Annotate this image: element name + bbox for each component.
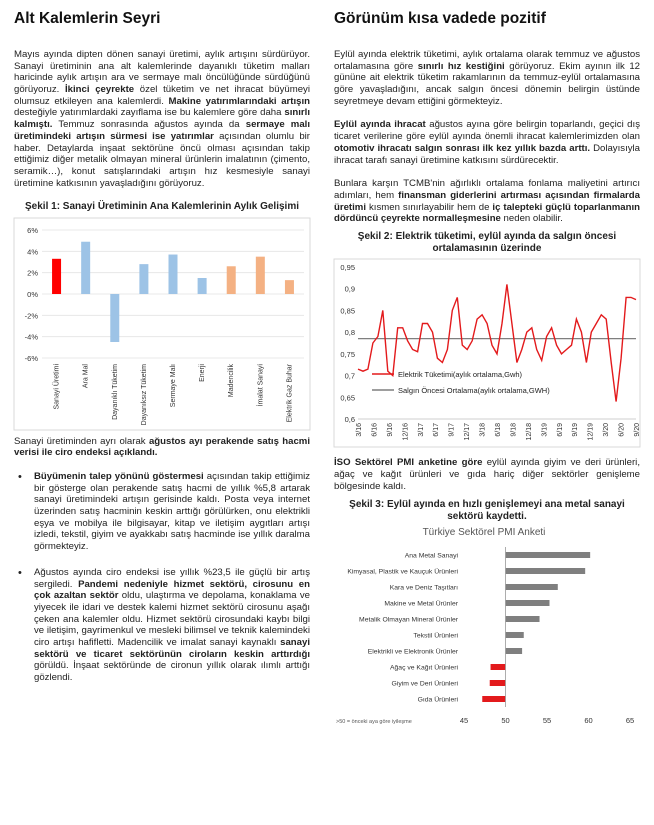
x-tick-label: 3/17: [417, 423, 425, 438]
y-tick-label: -6%: [24, 353, 38, 363]
text-run: Dolayısıyla ihracat tarafı sanayi üretimine katkısını sürdürecektir.: [334, 142, 640, 166]
x-tick-label: 9/18: [510, 423, 518, 438]
category-label: Sermaye Malı: [170, 363, 177, 407]
category-label: Tekstil Ürünleri: [413, 632, 458, 640]
figure-2-caption: Şekil 2: Elektrik tüketimi, eylül ayında da salgın öncesi ortalamasının üzerinde: [357, 231, 617, 255]
text-run: finansman giderlerini artırması açısından firmalarda üretimi: [334, 189, 640, 213]
x-tick-label: 60: [584, 715, 593, 725]
chart-note: >50 = önceki aya göre iyileşme: [336, 718, 412, 725]
legend-label: Salgın Öncesi Ortalama(aylık ortalama,GWH): [398, 386, 550, 396]
category-label: Gıda Ürünleri: [417, 696, 458, 704]
y-tick-label: 0%: [27, 289, 38, 299]
category-label: Elektrikli ve Elektronik Ürünler: [367, 648, 458, 656]
category-label: Dayanıklı Tüketim: [111, 363, 119, 420]
bar: [506, 632, 524, 638]
bullet-item-1: [14, 471, 310, 553]
x-tick-label: 12/17: [464, 423, 472, 441]
category-label: Metalik Olmayan Mineral Ürünler: [359, 616, 458, 624]
text-run: desteğiyle yatırımlardaki zayıflama ise bu kalemlere göre daha: [14, 107, 285, 119]
bar: [198, 278, 207, 294]
bar: [482, 696, 505, 702]
figure-3-chart: [334, 523, 640, 733]
x-tick-label: 9/20: [634, 423, 641, 438]
right-title: Görünüm kısa vadede pozitif: [334, 10, 546, 27]
x-tick-label: 50: [501, 715, 510, 725]
text-run: görüyoruz. Ekim ayının ilk 12 gününe ait elektrik tüketim rakamlarının da temmuz-eylül ortalamasına göre yavaşladığını, ancak salgın öncesi dönemin belirgin üstünde seyretmeye devam ettiğini görmekteyiz.: [334, 60, 640, 107]
text-run: ağustos ayına göre belirgin toparlandı, geçici dış ticaret verilerine göre eylül ayında önemli ihracat kalemlerimizden olan: [334, 119, 640, 143]
figure-2-chart: [334, 259, 640, 447]
category-label: İmalat Sanayi: [257, 363, 265, 406]
figure-1-chart: [14, 218, 310, 430]
text-run: eylül ayında giyim ve deri ürünleri, ağaç ve kağıt ürünleri ve gıda hariç diğer sektörler genişleme bölgesinde kaldı.: [334, 457, 640, 492]
category-label: Dayanıksız Tüketim: [140, 363, 148, 425]
x-tick-label: 6/20: [618, 423, 626, 438]
bar: [227, 266, 236, 294]
category-label: Makine ve Metal Ürünler: [384, 600, 458, 608]
category-label: Ara Mal: [82, 363, 90, 388]
text-run: oldu, ulaştırma ve depolama, konaklama ve yiyecek ile idari ve destek kalemi hizmet sektörü cirosunu aşağı çeken ana kalemler oldu. Hizmet sektörü cirosundaki kaybı bilgi ve iletişim, gayrimenkul ve mesleki bilimsel ve teknik kalemindeki ciro artışı hafifletti. Madencilik ve imalat sanayi kaynaklı: [34, 590, 310, 649]
y-tick-label: 6%: [27, 225, 38, 235]
figure-3-caption: Şekil 3: Eylül ayında en hızlı genişlemeyi ana metal sanayi sektörü kaydetti.: [349, 498, 625, 522]
figure-1-caption: Şekil 1: Sanayi Üretiminin Ana Kalemlerinin Aylık Gelişimi: [25, 201, 299, 213]
text-run: sınırlı hız kestiğini: [417, 60, 505, 72]
bar: [490, 680, 506, 686]
x-tick-label: 9/17: [448, 423, 456, 438]
text-run: Makine yatırımlarındaki artışın: [168, 95, 310, 107]
x-tick-label: 12/19: [587, 423, 595, 441]
y-tick-label: 0,75: [340, 350, 355, 360]
bar: [52, 258, 61, 293]
y-tick-label: 2%: [27, 268, 38, 278]
bar: [81, 241, 90, 293]
text-run: açısından takip ettiğimiz bir gösterge olan perakende satış hacmi de yıllık %5,8 artarak sanayi üretimindeki artışın gerisinde kaldı. Posta veya internet üzerinden satış hacminin keskin arttığı görülürken, onu elektrikli eşya ve mobilya ile bilgisayar, kitap ve iletişim aygıtları artışı izledi, tekstil, giyim ve ayakkabı satış hacminde ise yıllık daralma görmekteyiz.: [34, 470, 310, 553]
x-tick-label: 12/16: [402, 423, 410, 441]
x-tick-label: 9/16: [386, 423, 394, 438]
category-label: Ana Metal Sanayi: [404, 552, 458, 560]
bar: [506, 648, 523, 654]
category-label: Enerji: [199, 363, 207, 382]
category-label: Madencilik: [228, 363, 236, 397]
text-run: sınırlı kalmıştı.: [14, 107, 310, 131]
category-label: Kara ve Deniz Taşıtları: [389, 584, 458, 592]
text-run: sanayi sektörü ve ticaret sektörünün ciroların keskin arttırdığı: [34, 637, 310, 660]
y-tick-label: -4%: [24, 332, 38, 342]
x-tick-label: 6/17: [433, 423, 441, 438]
bar: [506, 568, 586, 574]
legend-label: Elektrik Tüketimi(aylık ortalama,Gwh): [398, 370, 523, 380]
x-tick-label: 6/16: [371, 423, 379, 438]
bar: [506, 616, 540, 622]
bullet-list: [14, 471, 310, 684]
left-column: [14, 0, 310, 698]
y-tick-label: 0,95: [340, 263, 355, 273]
y-tick-label: 0,9: [344, 285, 355, 295]
text-run: İSO Sektörel PMI anketine göre: [334, 457, 483, 469]
bar: [491, 664, 506, 670]
text-run: Büyümenin talep yönünü göstermesi: [34, 470, 204, 482]
x-tick-label: 55: [542, 715, 552, 725]
right-paragraph-2: [334, 119, 640, 166]
text-run: İkinci çeyrekte: [65, 84, 135, 96]
text-run: görüldü. İnşaat sektöründe de cironun yıllık olarak ılımlı arttığı gözlendi.: [34, 660, 310, 684]
category-label: Kimyasal, Plastik ve Kauçuk Ürünleri: [347, 568, 458, 576]
text-run: iç talepteki güçlü toparlanmanın dördüncü çeyrekte normalleşmesine: [334, 201, 640, 225]
text-run: otomotiv ihracatı salgın sonrası ilk kez yıllık bazda arttı.: [334, 142, 591, 154]
bar: [110, 294, 119, 342]
y-tick-label: 4%: [27, 246, 38, 256]
right-column: [334, 0, 640, 733]
category-label: Sanayi Üretimi: [53, 363, 61, 410]
text-run: özel tüketim ve net ihracat büyümeyi olumsuz etkileyen ana kalemlerdi.: [14, 84, 310, 107]
left-paragraph-2: [14, 436, 310, 459]
category-label: Elektrik Gaz Buhar: [286, 363, 294, 422]
text-run: neden olabilir.: [500, 213, 563, 225]
y-tick-label: 0,8: [344, 328, 355, 338]
bar: [256, 256, 265, 293]
left-paragraph-1: [14, 49, 310, 189]
x-tick-label: 3/16: [356, 423, 363, 438]
x-tick-label: 45: [459, 715, 469, 725]
bar: [139, 264, 148, 294]
bar: [506, 584, 558, 590]
bar: [285, 280, 294, 294]
text-run: Mayıs ayında dipten dönen sanayi üretimi, aylık artışını sürdürüyor. Sanayi üretiminin ana alt kalemlerinde dayanıklı tüketim malları haricinde aylık artışın ara ve sermaye malı öncülüğünde sürdüğünü görüyoruz.: [14, 48, 310, 96]
category-label: Giyim ve Deri Ürünleri: [391, 680, 458, 688]
text-run: Ağustos ayında ciro endeksi ise yıllık %23,5 ile güçlü bir artış sergiledi.: [34, 566, 310, 590]
x-tick-label: 6/19: [556, 423, 564, 438]
right-paragraph-3: [334, 178, 640, 225]
chart-title: Türkiye Sektörel PMI Anketi: [422, 526, 546, 538]
x-tick-label: 3/18: [479, 423, 487, 438]
text-run: açısından olumlu bir haber. Detaylarda inşaat sektörüne öncü olması açısından takip ettiğimiz diğer metalik olmayan mineral ürünlerin imalatının (çimento, seramik…), konut satışlarındaki artışın hız kesmesiyle sanayi üretimine katkısının yavaşladığını görüyoruz.: [14, 130, 310, 189]
text-run: kısmen sınırlayabilir hem de: [366, 201, 493, 213]
right-paragraph-4: [334, 457, 640, 492]
y-tick-label: 0,85: [340, 306, 355, 316]
left-title: Alt Kalemlerin Seyri: [14, 10, 161, 27]
text-run: Eylül ayında ihracat: [334, 119, 426, 131]
bullet-item-2: [14, 567, 310, 684]
category-label: Ağaç ve Kağıt Ürünleri: [389, 664, 458, 672]
x-tick-label: 65: [625, 715, 635, 725]
y-tick-label: 0,6: [344, 415, 355, 425]
text-run: Temmuz sonrasında ağustos ayında da: [52, 119, 246, 131]
x-tick-label: 12/18: [525, 423, 533, 441]
bar: [169, 254, 178, 293]
x-tick-label: 3/19: [541, 423, 549, 438]
bar: [506, 552, 591, 558]
text-run: sermaye malı üretimindeki artışın sürmesi ise yatırımlar: [14, 119, 310, 142]
y-tick-label: -2%: [24, 310, 38, 320]
bar: [506, 600, 550, 606]
x-tick-label: 6/18: [495, 423, 502, 438]
x-tick-label: 9/19: [572, 423, 580, 438]
text-run: Bunlara karşın TCMB'nin ağırlıklı ortalama fonlama maliyetini artırıcı adımları, hem: [334, 178, 640, 201]
text-run: Pandemi nedeniyle hizmet sektörü, cirosunu en çok azaltan sektör: [34, 578, 311, 602]
text-run: Eylül ayında elektrik tüketimi, aylık ortalama olarak temmuz ve ağustos ortalamasına göre: [334, 48, 640, 72]
text-run: ağustos ayı perakende satış hacmi verisi ile ciro endeksi açıklandı.: [14, 435, 310, 459]
y-tick-label: 0,65: [340, 393, 355, 403]
y-tick-label: 0,7: [344, 371, 355, 381]
x-tick-label: 3/20: [603, 423, 611, 438]
right-paragraph-1: [334, 49, 640, 108]
text-run: Sanayi üretiminden ayrı olarak: [14, 435, 149, 447]
